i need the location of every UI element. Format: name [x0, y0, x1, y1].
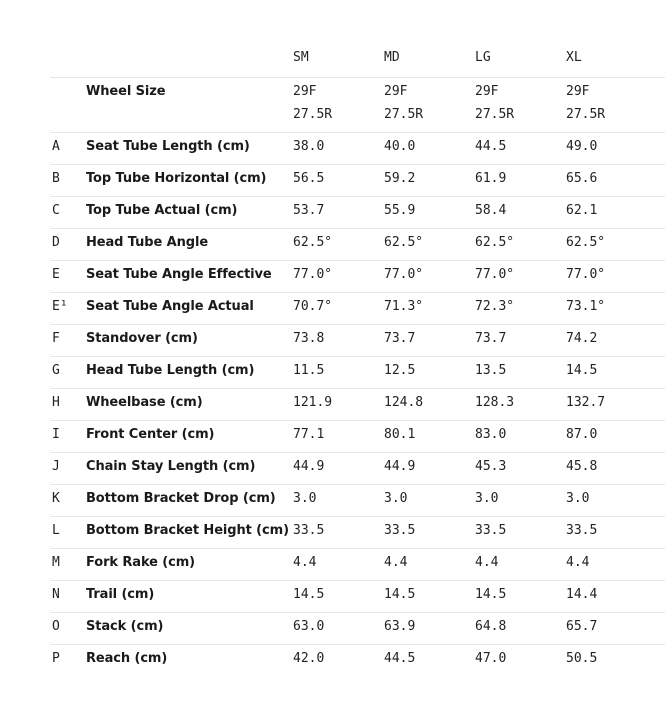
value-xl: 132.7 — [566, 395, 606, 410]
value-md: 14.5 — [384, 587, 416, 602]
value-md: 77.0° — [384, 267, 424, 282]
row-label: Wheel Size — [86, 84, 166, 99]
value-md: 71.3° — [384, 299, 424, 314]
value-xl: 49.0 — [566, 139, 598, 154]
table-row — [50, 293, 665, 325]
row-label: Front Center (cm) — [86, 427, 215, 442]
value-md: 33.5 — [384, 523, 416, 538]
table-row — [50, 197, 665, 229]
wheel-rear-xl: 27.5R — [566, 107, 606, 122]
value-md: 40.0 — [384, 139, 416, 154]
value-sm: 42.0 — [293, 651, 325, 666]
size-header-row — [50, 42, 665, 78]
table-row — [50, 165, 665, 197]
table-row — [50, 357, 665, 389]
size-header-sm: SM — [293, 50, 309, 65]
value-md: 44.5 — [384, 651, 416, 666]
value-sm: 62.5° — [293, 235, 333, 250]
value-lg: 4.4 — [475, 555, 499, 570]
value-xl: 62.1 — [566, 203, 598, 218]
table-row — [50, 133, 665, 165]
row-label: Top Tube Actual (cm) — [86, 203, 238, 218]
value-lg: 128.3 — [475, 395, 515, 410]
row-letter: E¹ — [52, 299, 68, 314]
value-md: 63.9 — [384, 619, 416, 634]
table-row — [50, 613, 665, 645]
value-lg: 44.5 — [475, 139, 507, 154]
row-letter: K — [52, 491, 60, 506]
row-letter: M — [52, 555, 60, 570]
table-row — [50, 261, 665, 293]
value-xl: 74.2 — [566, 331, 598, 346]
wheel-front-lg: 29F — [475, 84, 499, 99]
table-row — [50, 421, 665, 453]
value-md: 12.5 — [384, 363, 416, 378]
row-letter: H — [52, 395, 60, 410]
value-lg: 3.0 — [475, 491, 499, 506]
value-lg: 33.5 — [475, 523, 507, 538]
row-letter: E — [52, 267, 60, 282]
table-row — [50, 645, 665, 676]
wheel-rear-lg: 27.5R — [475, 107, 515, 122]
value-xl: 33.5 — [566, 523, 598, 538]
value-sm: 121.9 — [293, 395, 333, 410]
value-sm: 77.0° — [293, 267, 333, 282]
row-label: Bottom Bracket Drop (cm) — [86, 491, 276, 506]
row-letter: A — [52, 139, 60, 154]
value-sm: 4.4 — [293, 555, 317, 570]
wheel-rear-sm: 27.5R — [293, 107, 333, 122]
value-md: 3.0 — [384, 491, 408, 506]
value-md: 44.9 — [384, 459, 416, 474]
value-xl: 87.0 — [566, 427, 598, 442]
value-xl: 45.8 — [566, 459, 598, 474]
table-row — [50, 581, 665, 613]
row-letter: F — [52, 331, 60, 346]
wheel-rear-md: 27.5R — [384, 107, 424, 122]
row-label: Trail (cm) — [86, 587, 155, 602]
value-sm: 73.8 — [293, 331, 325, 346]
row-letter: I — [52, 427, 60, 442]
value-sm: 70.7° — [293, 299, 333, 314]
value-md: 80.1 — [384, 427, 416, 442]
row-label: Seat Tube Angle Actual — [86, 299, 254, 314]
table-row — [50, 389, 665, 421]
value-xl: 62.5° — [566, 235, 606, 250]
value-lg: 73.7 — [475, 331, 507, 346]
value-md: 73.7 — [384, 331, 416, 346]
value-lg: 83.0 — [475, 427, 507, 442]
value-lg: 14.5 — [475, 587, 507, 602]
value-xl: 77.0° — [566, 267, 606, 282]
value-lg: 58.4 — [475, 203, 507, 218]
wheel-front-sm: 29F — [293, 84, 317, 99]
row-label: Seat Tube Angle Effective — [86, 267, 272, 282]
wheel-size-row — [50, 78, 665, 133]
value-lg: 62.5° — [475, 235, 515, 250]
value-sm: 14.5 — [293, 587, 325, 602]
value-lg: 77.0° — [475, 267, 515, 282]
value-lg: 45.3 — [475, 459, 507, 474]
value-xl: 65.7 — [566, 619, 598, 634]
value-lg: 61.9 — [475, 171, 507, 186]
value-xl: 3.0 — [566, 491, 590, 506]
row-letter: L — [52, 523, 60, 538]
row-label: Bottom Bracket Height (cm) — [86, 523, 289, 538]
value-sm: 11.5 — [293, 363, 325, 378]
row-letter: G — [52, 363, 60, 378]
value-md: 55.9 — [384, 203, 416, 218]
value-lg: 64.8 — [475, 619, 507, 634]
row-letter: D — [52, 235, 60, 250]
row-label: Stack (cm) — [86, 619, 164, 634]
row-label: Fork Rake (cm) — [86, 555, 196, 570]
row-label: Top Tube Horizontal (cm) — [86, 171, 267, 186]
value-sm: 53.7 — [293, 203, 325, 218]
row-label: Wheelbase (cm) — [86, 395, 203, 410]
value-xl: 65.6 — [566, 171, 598, 186]
geometry-table — [50, 42, 665, 676]
table-row — [50, 229, 665, 261]
value-xl: 50.5 — [566, 651, 598, 666]
value-md: 124.8 — [384, 395, 424, 410]
row-label: Reach (cm) — [86, 651, 168, 666]
value-sm: 77.1 — [293, 427, 325, 442]
value-md: 4.4 — [384, 555, 408, 570]
table-row — [50, 453, 665, 485]
value-sm: 33.5 — [293, 523, 325, 538]
row-letter: N — [52, 587, 60, 602]
value-sm: 38.0 — [293, 139, 325, 154]
wheel-front-xl: 29F — [566, 84, 590, 99]
value-md: 62.5° — [384, 235, 424, 250]
value-xl: 14.4 — [566, 587, 598, 602]
value-md: 59.2 — [384, 171, 416, 186]
row-label: Chain Stay Length (cm) — [86, 459, 256, 474]
value-lg: 47.0 — [475, 651, 507, 666]
table-row — [50, 325, 665, 357]
value-sm: 44.9 — [293, 459, 325, 474]
size-header-xl: XL — [566, 50, 582, 65]
value-sm: 63.0 — [293, 619, 325, 634]
row-label: Head Tube Length (cm) — [86, 363, 255, 378]
row-label: Standover (cm) — [86, 331, 198, 346]
row-label: Seat Tube Length (cm) — [86, 139, 250, 154]
row-letter: J — [52, 459, 60, 474]
size-header-lg: LG — [475, 50, 491, 65]
row-letter: C — [52, 203, 60, 218]
wheel-front-md: 29F — [384, 84, 408, 99]
size-header-md: MD — [384, 50, 400, 65]
value-sm: 56.5 — [293, 171, 325, 186]
row-label: Head Tube Angle — [86, 235, 209, 250]
value-xl: 14.5 — [566, 363, 598, 378]
table-row — [50, 517, 665, 549]
value-lg: 13.5 — [475, 363, 507, 378]
value-xl: 4.4 — [566, 555, 590, 570]
row-letter: P — [52, 651, 60, 666]
table-row — [50, 485, 665, 517]
row-letter: O — [52, 619, 60, 634]
value-xl: 73.1° — [566, 299, 606, 314]
value-lg: 72.3° — [475, 299, 515, 314]
row-letter: B — [52, 171, 60, 186]
table-row — [50, 549, 665, 581]
value-sm: 3.0 — [293, 491, 317, 506]
